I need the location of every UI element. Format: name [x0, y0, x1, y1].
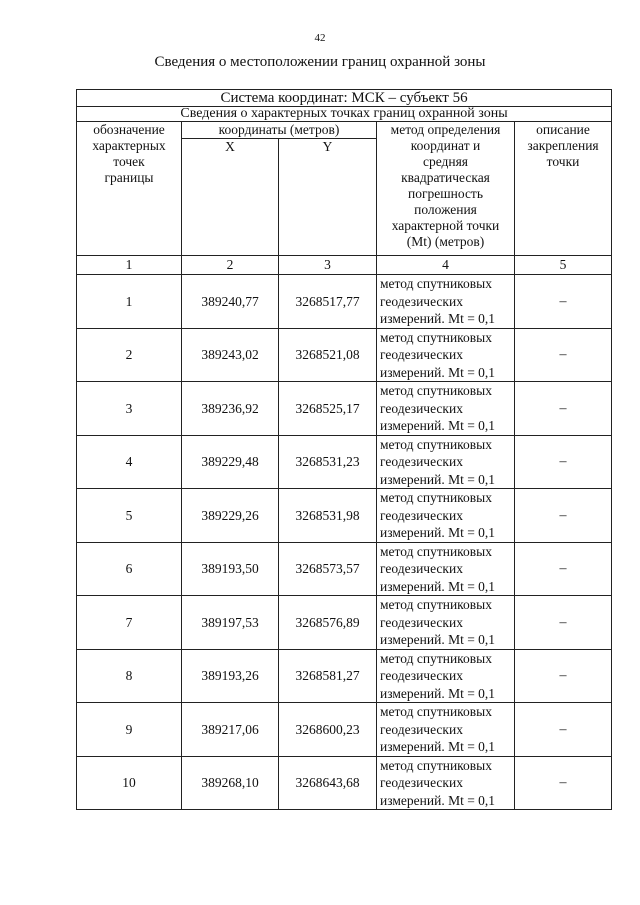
- header-y: Y: [279, 139, 377, 256]
- point-number-cell: 7: [77, 596, 182, 650]
- method-cell: [377, 542, 515, 596]
- table-subtitle: Сведения о характерных точках границ охранной зоны: [77, 107, 612, 122]
- header-coordinates: координаты (метров): [182, 122, 377, 139]
- header-method-line: координат и: [410, 138, 481, 153]
- method-line: геодезических: [380, 400, 463, 416]
- table-row: [77, 435, 612, 489]
- method-line: геодезических: [380, 561, 463, 576]
- x-coordinate-cell: 389193,26: [182, 649, 279, 703]
- method-cell: [377, 703, 515, 757]
- method-line: измерений. Mt = 0,1: [380, 578, 496, 594]
- method-cell: [377, 275, 515, 329]
- description-cell: –: [515, 275, 612, 329]
- point-number-cell: 3: [77, 382, 182, 436]
- method-line: геодезических: [380, 454, 463, 469]
- table-row: [77, 328, 612, 382]
- header-x: X: [182, 139, 279, 256]
- y-coordinate-cell: 3268521,08: [279, 328, 377, 382]
- point-number-cell: 9: [77, 703, 182, 757]
- y-coordinate-cell: 3268517,77: [279, 275, 377, 329]
- method-cell: [377, 435, 515, 489]
- header-method-line: метод определения: [390, 122, 501, 137]
- header-method-line: квадратическая: [401, 170, 490, 185]
- method-line: измерений. Mt = 0,1: [380, 792, 496, 808]
- table-row: [77, 275, 612, 329]
- method-line: геодезических: [380, 668, 463, 683]
- description-cell: –: [515, 542, 612, 596]
- method-line: метод спутниковых: [380, 436, 492, 452]
- header-description-line: точки: [546, 154, 580, 169]
- table-row: [77, 756, 612, 810]
- y-coordinate-cell: 3268643,68: [279, 756, 377, 810]
- header-method-line: средняя: [422, 154, 469, 169]
- x-coordinate-cell: 389229,48: [182, 435, 279, 489]
- column-number: 1: [77, 256, 182, 275]
- table-row: [77, 596, 612, 650]
- table-row: [77, 382, 612, 436]
- x-coordinate-cell: 389236,92: [182, 382, 279, 436]
- header-description-line: закрепления: [527, 138, 599, 153]
- point-number-cell: 8: [77, 649, 182, 703]
- x-coordinate-cell: 389268,10: [182, 756, 279, 810]
- x-coordinate-cell: 389193,50: [182, 542, 279, 596]
- y-coordinate-cell: 3268531,98: [279, 489, 377, 543]
- header-point-id-line: точек: [113, 154, 145, 169]
- method-line: измерений. Mt = 0,1: [380, 364, 496, 380]
- header-point-id-line: характерных: [92, 138, 166, 153]
- table-row: [77, 649, 612, 703]
- method-line: измерений. Mt = 0,1: [380, 311, 496, 326]
- method-cell: [377, 328, 515, 382]
- header-point-id-line: обозначение: [93, 122, 165, 137]
- method-line: метод спутниковых: [380, 383, 492, 398]
- description-cell: –: [515, 489, 612, 543]
- header-point-id: [77, 122, 182, 256]
- column-number: 5: [515, 256, 612, 275]
- coordinate-system-header: Система координат: МСК – субъект 56: [77, 90, 612, 107]
- method-cell: [377, 756, 515, 810]
- column-number: 3: [279, 256, 377, 275]
- point-number-cell: 6: [77, 542, 182, 596]
- method-line: измерений. Mt = 0,1: [380, 525, 496, 540]
- point-number-cell: 10: [77, 756, 182, 810]
- table-row: [77, 703, 612, 757]
- method-cell: [377, 649, 515, 703]
- header-method-line: положения: [414, 202, 477, 217]
- header-description-line: описание: [536, 122, 590, 137]
- description-cell: –: [515, 328, 612, 382]
- method-line: метод спутниковых: [380, 543, 492, 559]
- point-number-cell: 1: [77, 275, 182, 329]
- y-coordinate-cell: 3268576,89: [279, 596, 377, 650]
- method-line: измерений. Mt = 0,1: [380, 632, 496, 647]
- method-line: метод спутниковых: [380, 276, 492, 291]
- header-point-id-line: границы: [104, 170, 154, 185]
- table-row: [77, 542, 612, 596]
- y-coordinate-cell: 3268600,23: [279, 703, 377, 757]
- table-row: [77, 489, 612, 543]
- method-line: геодезических: [380, 507, 463, 523]
- header-description: [515, 122, 612, 256]
- column-number: 2: [182, 256, 279, 275]
- header-method-line: характерной точки: [391, 218, 500, 233]
- boundary-points-table: [76, 89, 612, 810]
- method-line: метод спутниковых: [380, 704, 492, 719]
- point-number-cell: 2: [77, 328, 182, 382]
- header-method-line: погрешность: [407, 186, 483, 201]
- x-coordinate-cell: 389229,26: [182, 489, 279, 543]
- x-coordinate-cell: 389217,06: [182, 703, 279, 757]
- method-line: метод спутниковых: [380, 757, 492, 773]
- y-coordinate-cell: 3268531,23: [279, 435, 377, 489]
- method-cell: [377, 489, 515, 543]
- description-cell: –: [515, 756, 612, 810]
- y-coordinate-cell: 3268581,27: [279, 649, 377, 703]
- method-line: измерений. Mt = 0,1: [380, 739, 496, 754]
- description-cell: –: [515, 703, 612, 757]
- x-coordinate-cell: 389197,53: [182, 596, 279, 650]
- method-line: измерений. Mt = 0,1: [380, 418, 496, 433]
- header-method: [377, 122, 515, 256]
- method-line: метод спутниковых: [380, 490, 492, 505]
- y-coordinate-cell: 3268525,17: [279, 382, 377, 436]
- x-coordinate-cell: 389243,02: [182, 328, 279, 382]
- method-line: метод спутниковых: [380, 597, 492, 612]
- method-line: геодезических: [380, 775, 463, 790]
- description-cell: –: [515, 382, 612, 436]
- point-number-cell: 5: [77, 489, 182, 543]
- x-coordinate-cell: 389240,77: [182, 275, 279, 329]
- method-line: метод спутниковых: [380, 650, 492, 666]
- method-line: измерений. Mt = 0,1: [380, 685, 496, 701]
- method-cell: [377, 382, 515, 436]
- method-line: геодезических: [380, 347, 463, 362]
- description-cell: –: [515, 649, 612, 703]
- method-line: геодезических: [380, 721, 463, 737]
- page-number: 42: [314, 32, 326, 44]
- column-number: 4: [377, 256, 515, 275]
- header-method-line: (Mt) (метров): [406, 234, 485, 249]
- table-body: [77, 90, 612, 810]
- method-line: геодезических: [380, 614, 463, 630]
- point-number-cell: 4: [77, 435, 182, 489]
- method-line: метод спутниковых: [380, 329, 492, 345]
- method-line: геодезических: [380, 293, 463, 309]
- document-title: Сведения о местоположении границ охранной зоны: [154, 54, 486, 70]
- description-cell: –: [515, 596, 612, 650]
- y-coordinate-cell: 3268573,57: [279, 542, 377, 596]
- method-line: измерений. Mt = 0,1: [380, 471, 496, 487]
- method-cell: [377, 596, 515, 650]
- description-cell: –: [515, 435, 612, 489]
